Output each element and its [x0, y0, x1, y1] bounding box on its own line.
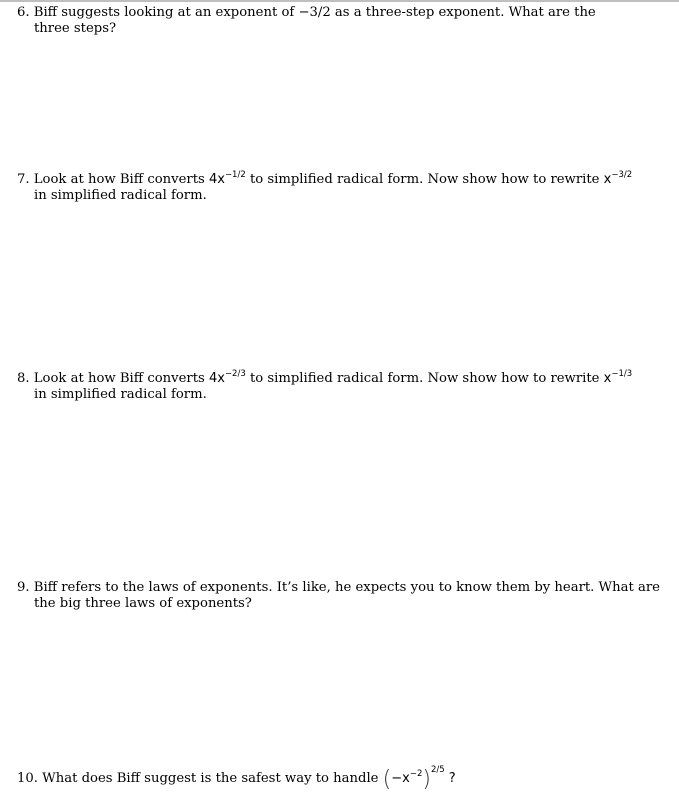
- expression-exponent: −3/2: [611, 170, 633, 180]
- question-7-line2: in simplified radical form.: [34, 188, 207, 203]
- expression-base: x: [603, 172, 612, 187]
- inner-base: −x: [391, 771, 410, 786]
- question-9-line2: the big three laws of exponents?: [34, 596, 252, 611]
- question-7-expression: [209, 172, 246, 187]
- question-7-prefix: 7. Look at how Biff converts: [17, 172, 209, 187]
- expression-base: 4x: [208, 371, 225, 386]
- question-10: [17, 765, 672, 792]
- question-10-prefix: 10. What does Biff suggest is the safest way to handle: [17, 771, 383, 786]
- question-10-expression: [382, 765, 445, 792]
- outer-exponent: 2/5: [430, 765, 445, 775]
- question-9: [17, 580, 672, 612]
- question-8-prefix: 8. Look at how Biff converts: [17, 371, 209, 386]
- top-rule: [0, 0, 679, 2]
- question-8-expression: [209, 371, 246, 386]
- question-6-line1: 6. Biff suggests looking at an exponent of −3/2 as a three-step exponent. What are the: [17, 5, 596, 20]
- question-8-target-expression: [604, 371, 633, 386]
- inner-exponent: −2: [409, 769, 423, 779]
- question-6: [17, 5, 672, 37]
- left-paren: (: [382, 767, 392, 792]
- question-10-suffix: ?: [444, 771, 456, 786]
- question-7-middle: to simplified radical form. Now show how to rewrite: [245, 172, 604, 187]
- expression-exponent: −2/3: [224, 369, 246, 379]
- expression-exponent: −1/2: [224, 170, 246, 180]
- question-8-line2: in simplified radical form.: [34, 387, 207, 402]
- right-paren: ): [422, 767, 431, 792]
- question-9-line1: 9. Biff refers to the laws of exponents. It’s like, he expects you to know them by heart. What are: [17, 580, 660, 595]
- question-7-target-expression: [604, 172, 633, 187]
- question-6-line2: three steps?: [34, 21, 117, 36]
- question-7: [17, 172, 672, 204]
- expression-base: x: [603, 371, 612, 386]
- expression-exponent: −1/3: [611, 369, 633, 379]
- expression-base: 4x: [208, 172, 225, 187]
- question-8-middle: to simplified radical form. Now show how to rewrite: [245, 371, 604, 386]
- question-8: [17, 371, 672, 403]
